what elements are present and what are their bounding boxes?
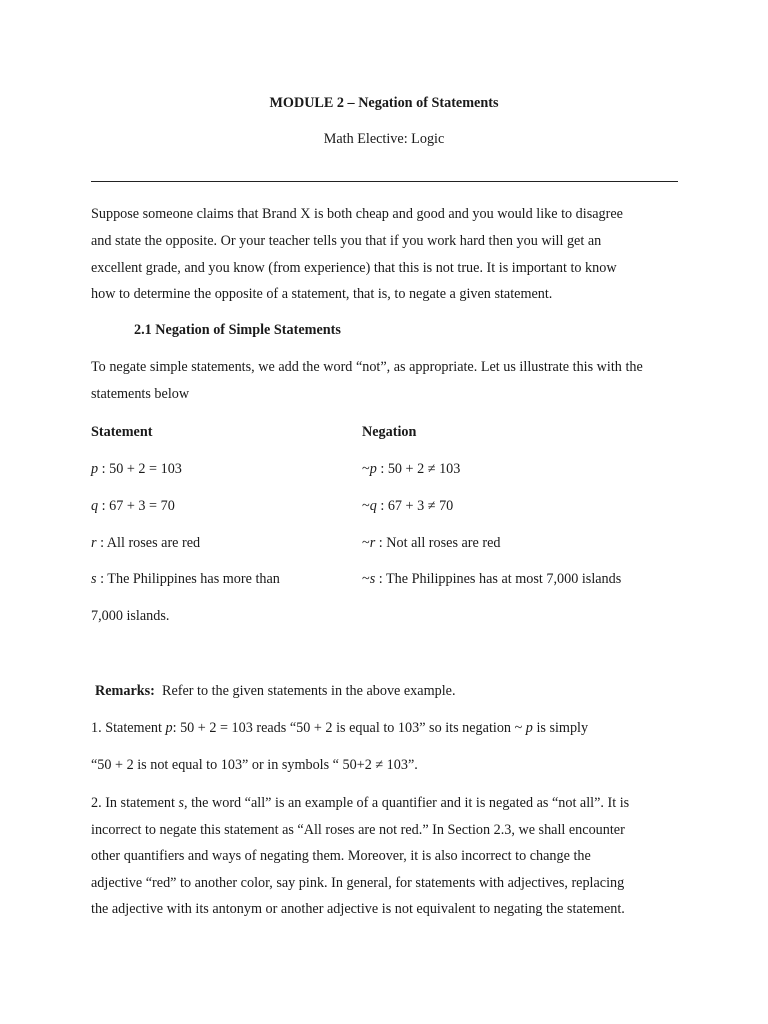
negation-variable: r (369, 535, 376, 551)
section-heading: 2.1 Negation of Simple Statements (134, 322, 341, 338)
remark-item-2 (91, 794, 629, 812)
remark-text: is simply (532, 720, 589, 736)
remark-text: : 50 + 2 = 103 reads “50 + 2 is equal to 103” so its negation ~ (172, 720, 526, 736)
remarks-line (95, 682, 456, 700)
negation-variable: q (369, 498, 377, 514)
remark-text: 2. In statement (91, 795, 179, 811)
remark-item-2-line: incorrect to negate this statement as “All roses are not red.” In Section 2.3, we shall encounter (91, 822, 625, 838)
page-subtitle: Math Elective: Logic (323, 131, 445, 147)
remarks-label: Remarks: (95, 683, 155, 699)
negation-cell (362, 534, 501, 552)
remark-variable: s (178, 795, 184, 811)
negation-text: : 67 + 3 ≠ 70 (376, 498, 454, 514)
intro-line: how to determine the opposite of a statement, that is, to negate a given statement. (91, 286, 553, 302)
header-divider (91, 181, 678, 182)
negation-text: : 50 + 2 ≠ 103 (376, 461, 461, 477)
remark-text: 1. Statement (91, 720, 166, 736)
negation-tilde: ~ (362, 571, 370, 587)
remark-variable: p (525, 720, 533, 736)
table-header-negation: Negation (362, 424, 417, 440)
remark-text: , the word “all” is an example of a quantifier and it is negated as “not all”. It is (184, 795, 630, 811)
table-header-statement: Statement (91, 424, 153, 440)
statement-text: : 50 + 2 = 103 (98, 461, 182, 477)
remark-item-2-line: other quantifiers and ways of negating them. Moreover, it is also incorrect to change the (91, 848, 591, 864)
section-line: To negate simple statements, we add the word “not”, as appropriate. Let us illustrate this with the (91, 359, 643, 375)
statement-variable: p (91, 461, 99, 477)
negation-tilde: ~ (362, 535, 370, 551)
statement-variable: q (91, 498, 99, 514)
remarks-intro: Refer to the given statements in the above example. (161, 683, 456, 699)
statement-cell (91, 570, 280, 588)
statement-text: : 67 + 3 = 70 (98, 498, 175, 514)
negation-tilde: ~ (362, 461, 370, 477)
negation-tilde: ~ (362, 498, 370, 514)
remark-item-1 (91, 719, 588, 737)
negation-cell (362, 497, 453, 515)
statement-text: : The Philippines has more than (96, 571, 280, 587)
section-line: statements below (91, 386, 190, 402)
intro-line: and state the opposite. Or your teacher tells you that if you work hard then you will get an (91, 233, 602, 249)
statement-cell (91, 460, 182, 478)
statement-cell (91, 534, 200, 552)
statement-variable: s (91, 571, 97, 587)
remark-item-1-line2: “50 + 2 is not equal to 103” or in symbols “ 50+2 ≠ 103”. (91, 757, 418, 773)
statement-variable: r (91, 535, 97, 551)
remark-variable: p (165, 720, 173, 736)
statement-text: : All roses are red (96, 535, 201, 551)
page-title: MODULE 2 – Negation of Statements (269, 95, 499, 111)
statement-continuation: 7,000 islands. (91, 608, 170, 624)
statement-cell (91, 497, 175, 515)
negation-text: : The Philippines has at most 7,000 islands (375, 571, 622, 587)
intro-line: excellent grade, and you know (from experience) that this is not true. It is important to know (91, 260, 617, 276)
remark-item-2-line: adjective “red” to another color, say pink. In general, for statements with adjectives, replacing (91, 875, 625, 891)
negation-cell (362, 460, 460, 478)
negation-variable: p (369, 461, 377, 477)
negation-text: : Not all roses are red (375, 535, 501, 551)
intro-line: Suppose someone claims that Brand X is both cheap and good and you would like to disagree (91, 206, 623, 222)
remark-item-2-line: the adjective with its antonym or another adjective is not equivalent to negating the statement. (91, 901, 625, 917)
negation-variable: s (369, 571, 376, 587)
negation-cell (362, 570, 621, 588)
